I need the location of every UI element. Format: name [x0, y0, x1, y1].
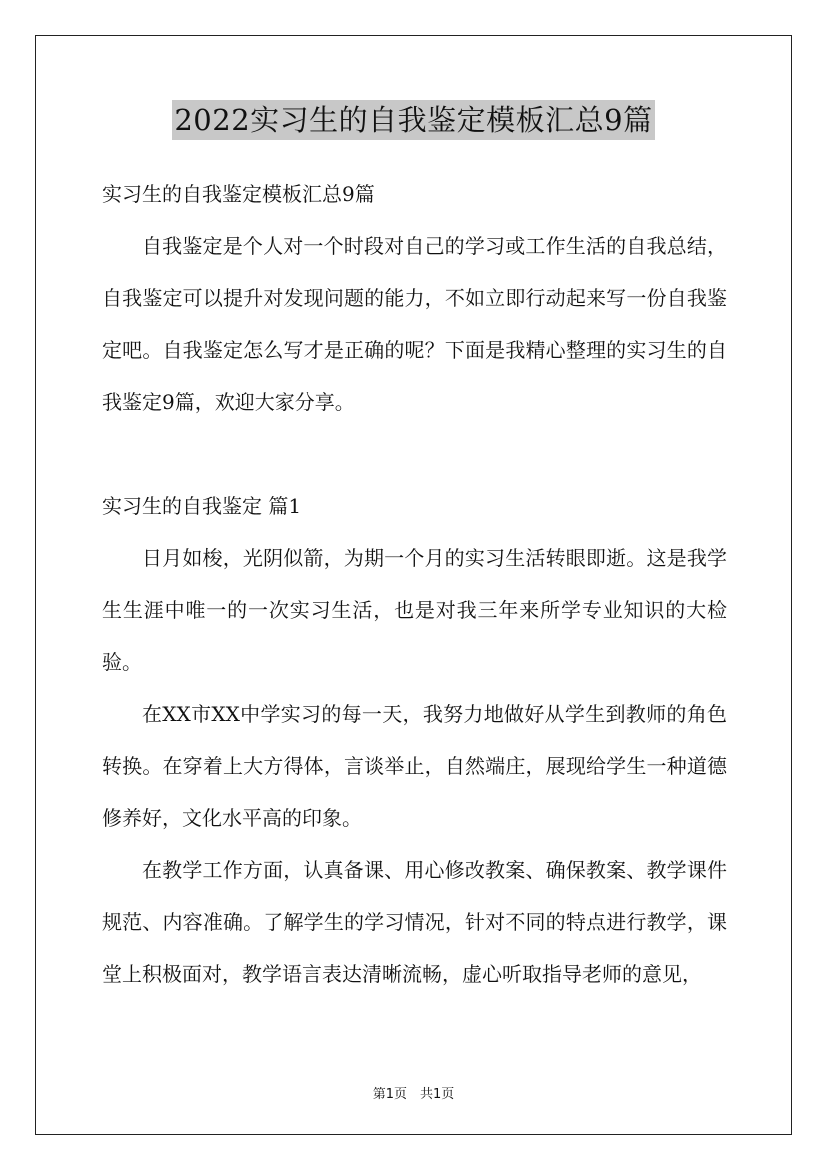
body-paragraph-3: 在教学工作方面，认真备课、用心修改教案、确保教案、教学课件规范、内容准确。了解学生的学习情况，针对不同的特点进行教学，课堂上积极面对，教学语言表达清晰流畅，虚心听取指导老师的意见，	[102, 858, 727, 986]
title-container	[0, 100, 827, 140]
body-paragraph-1: 日月如梭，光阴似箭，为期一个月的实习生活转眼即逝。这是我学生生涯中唯一的一次实习生活，也是对我三年来所学专业知识的大检验。	[102, 546, 727, 674]
body-paragraph-2: 在XX市XX中学实习的每一天，我努力地做好从学生到教师的角色转换。在穿着上大方得体，言谈举止，自然端庄，展现给学生一种道德修养好，文化水平高的印象。	[102, 702, 727, 830]
intro-paragraph: 自我鉴定是个人对一个时段对自己的学习或工作生活的自我总结，自我鉴定可以提升对发现问题的能力，不如立即行动起来写一份自我鉴定吧。自我鉴定怎么写才是正确的呢？下面是我精心整理的实习生的自我鉴定9篇，欢迎大家分享。	[102, 234, 727, 414]
page-footer: 第1页 共1页	[372, 1087, 455, 1102]
section-heading: 实习生的自我鉴定 篇1	[102, 494, 302, 518]
document-subtitle: 实习生的自我鉴定模板汇总9篇	[102, 182, 375, 206]
document-title: 2022实习生的自我鉴定模板汇总9篇	[172, 100, 654, 140]
document-body	[102, 168, 727, 1000]
blank-line	[102, 428, 727, 480]
